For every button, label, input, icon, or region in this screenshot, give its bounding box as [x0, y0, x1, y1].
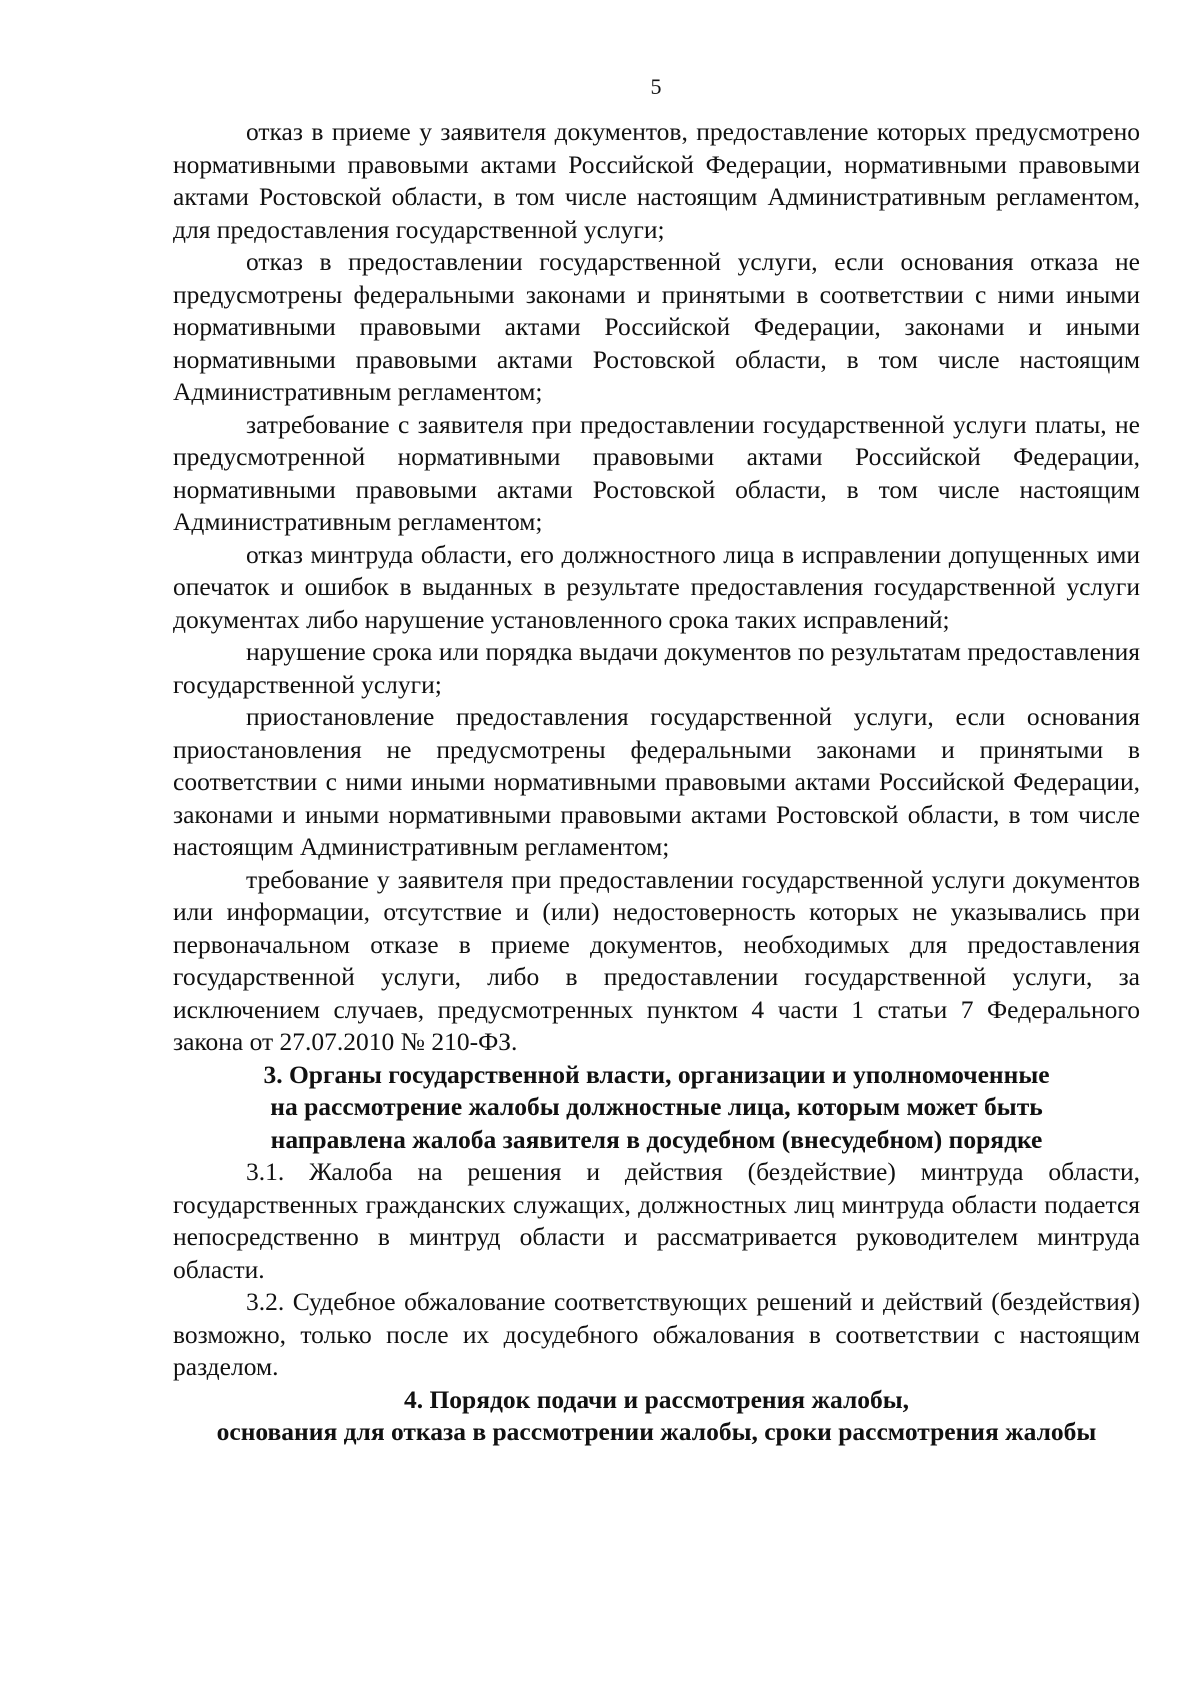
section-3-heading-line: 3. Органы государственной власти, организации и уполномоченные	[263, 1059, 1050, 1089]
section-4-heading	[173, 1384, 1140, 1449]
paragraph-suspension: приостановление предоставления государственной услуги, если основания приостановления не предусмотрены федеральными законами и принятыми в соответствии с ними иными нормативными правовыми актами Российской Федерации, законами и иными нормативными правовыми актами Ростовской области, в том числе настоящим Административным регламентом;	[173, 702, 1140, 861]
section-4-heading-line: основания для отказа в рассмотрении жалобы, сроки рассмотрения жалобы	[216, 1417, 1097, 1446]
paragraph-3-2: 3.2. Судебное обжалование соответствующих решений и действий (бездействия) возможно, только после их досудебного обжалования в соответствии с настоящим разделом.	[173, 1287, 1140, 1381]
paragraph-refusal-acceptance: отказ в приеме у заявителя документов, предоставление которых предусмотрено нормативными правовыми актами Российской Федерации, нормативными правовыми актами Ростовской области, в том числе настоящим Административным регламентом, для предоставления государственной услуги;	[173, 117, 1140, 244]
page-number: 5	[650, 74, 662, 99]
paragraph-document-demand: требование у заявителя при предоставлении государственной услуги документов или информации, отсутствие и (или) недостоверность которых не указывались при первоначальном отказе в приеме документов, необходимых для предоставления государственной услуги, либо в предоставлении государственной услуги, за исключением случаев, предусмотренных пунктом 4 части 1 статьи 7 Федерального закона от 27.07.2010 № 210-ФЗ.	[173, 864, 1140, 1056]
paragraph-fee-demand: затребование с заявителя при предоставлении государственной услуги платы, не предусмотренной нормативными правовыми актами Российской Федерации, нормативными правовыми актами Ростовской области, в том числе настоящим Административным регламентом;	[173, 409, 1140, 536]
paragraph-refusal-service: отказ в предоставлении государственной услуги, если основания отказа не предусмотрены федеральными законами и принятыми в соответствии с ними иными нормативными правовыми актами Российской Федерации, законами и иными нормативными правовыми актами Ростовской области, в том числе настоящим Административным регламентом;	[173, 247, 1140, 406]
paragraph-correction-refusal: отказ минтруда области, его должностного лица в исправлении допущенных ими опечаток и ошибок в выданных в результате предоставления государственной услуги документах либо нарушение установленного срока таких исправлений;	[173, 539, 1140, 634]
paragraph-deadline-violation: нарушение срока или порядка выдачи документов по результатам предоставления государственной услуги;	[173, 637, 1140, 699]
paragraph-3-1: 3.1. Жалоба на решения и действия (бездействие) минтруда области, государственных гражданских служащих, должностных лиц минтруда области подается непосредственно в минтруд области и рассматривается руководителем минтруда области.	[173, 1157, 1140, 1284]
document-body	[173, 116, 1140, 1449]
section-4-heading-line: 4. Порядок подачи и рассмотрения жалобы,	[403, 1384, 910, 1414]
section-3-heading-line: на рассмотрение жалобы должностные лица, которым может быть	[270, 1092, 1043, 1121]
section-3-heading-line: направлена жалоба заявителя в досудебном (внесудебном) порядке	[270, 1124, 1043, 1154]
section-3-heading	[173, 1059, 1140, 1157]
